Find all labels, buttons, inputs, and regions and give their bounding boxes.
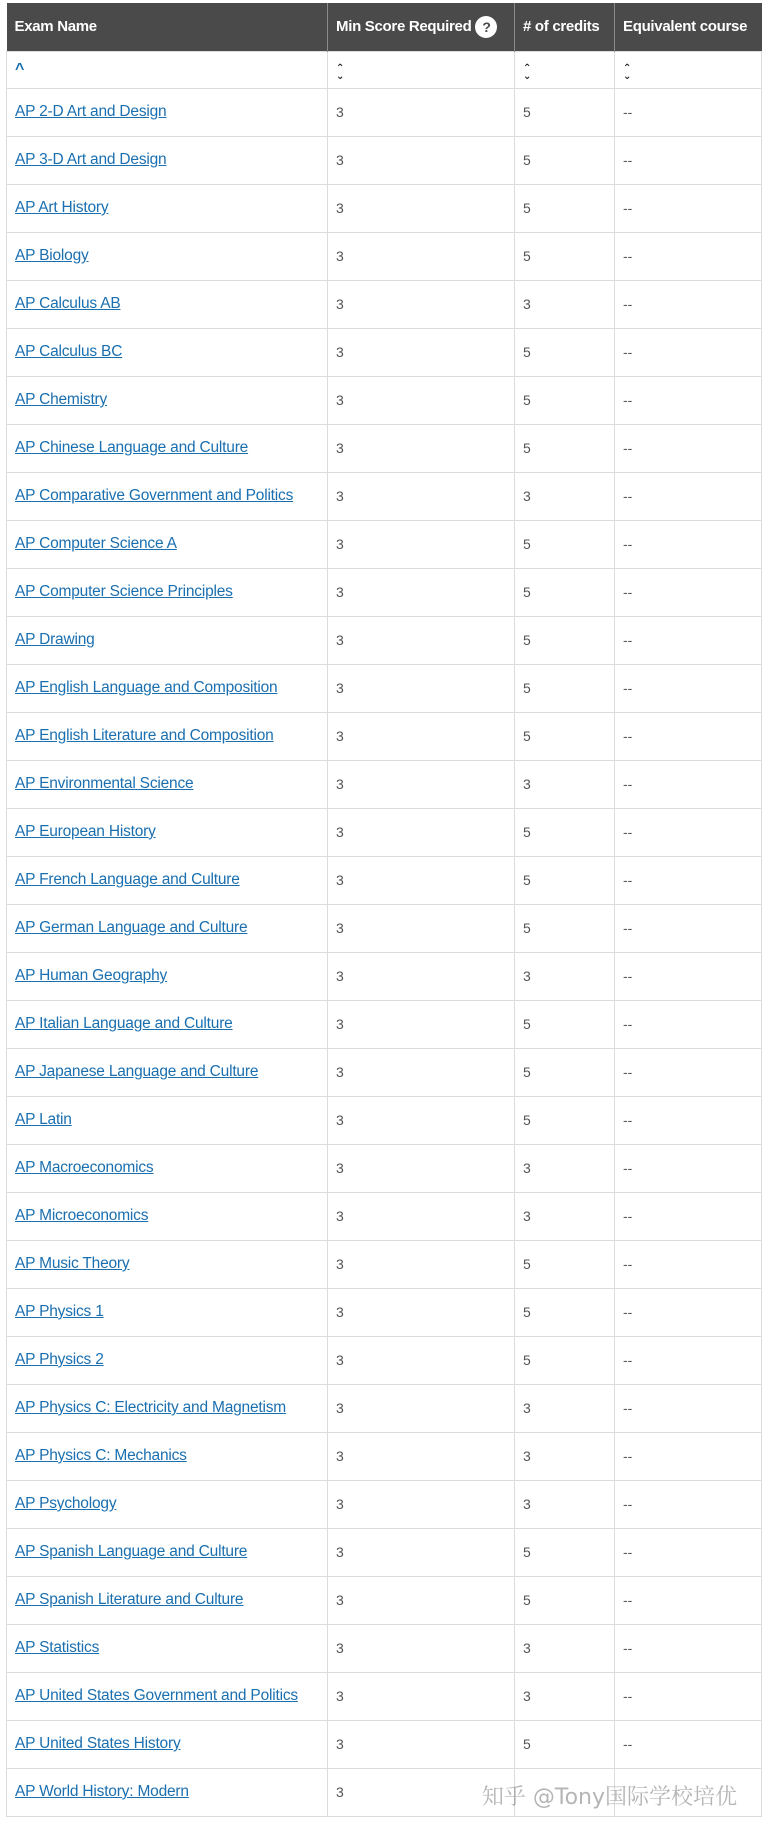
exam-name-link[interactable]: AP European History bbox=[15, 823, 156, 840]
equivalent-course-cell: -- bbox=[615, 1624, 762, 1672]
table-row bbox=[7, 616, 762, 664]
exam-name-cell bbox=[7, 904, 328, 952]
exam-name-link[interactable]: AP Calculus BC bbox=[15, 343, 123, 360]
credits-cell: 3 bbox=[515, 280, 615, 328]
exam-name-link[interactable]: AP Human Geography bbox=[15, 967, 168, 984]
table-row bbox=[7, 88, 762, 136]
exam-name-link[interactable]: AP 3-D Art and Design bbox=[15, 151, 167, 168]
table-row bbox=[7, 1720, 762, 1768]
exam-name-link[interactable]: AP Physics 2 bbox=[15, 1351, 104, 1368]
exam-name-cell bbox=[7, 136, 328, 184]
exam-name-link[interactable]: AP World History: Modern bbox=[15, 1783, 189, 1800]
min-score-cell: 3 bbox=[328, 616, 515, 664]
equivalent-course-cell: -- bbox=[615, 1576, 762, 1624]
min-score-cell: 3 bbox=[328, 904, 515, 952]
credits-cell: 5 bbox=[515, 136, 615, 184]
table-row bbox=[7, 712, 762, 760]
exam-name-cell bbox=[7, 1480, 328, 1528]
table-row bbox=[7, 1336, 762, 1384]
exam-name-link[interactable]: AP Japanese Language and Culture bbox=[15, 1063, 259, 1080]
credits-cell: 5 bbox=[515, 88, 615, 136]
exam-name-cell bbox=[7, 1624, 328, 1672]
header-credits[interactable] bbox=[515, 3, 615, 51]
credits-cell: 5 bbox=[515, 184, 615, 232]
exam-name-cell bbox=[7, 664, 328, 712]
credits-cell: 5 bbox=[515, 424, 615, 472]
credits-cell: 3 bbox=[515, 1384, 615, 1432]
exam-name-cell bbox=[7, 520, 328, 568]
min-score-cell: 3 bbox=[328, 1672, 515, 1720]
exam-name-link[interactable]: AP Drawing bbox=[15, 631, 95, 648]
equivalent-course-cell: -- bbox=[615, 712, 762, 760]
exam-name-cell bbox=[7, 1144, 328, 1192]
exam-name-cell bbox=[7, 1768, 328, 1816]
exam-name-link[interactable]: AP Italian Language and Culture bbox=[15, 1015, 233, 1032]
table-row bbox=[7, 1624, 762, 1672]
sort-ascending-icon[interactable]: ^ bbox=[15, 60, 25, 78]
equivalent-course-cell: -- bbox=[615, 232, 762, 280]
exam-name-link[interactable]: AP Biology bbox=[15, 247, 89, 264]
min-score-cell: 3 bbox=[328, 808, 515, 856]
exam-name-link[interactable]: AP Physics 1 bbox=[15, 1303, 104, 1320]
credits-cell: 5 bbox=[515, 1096, 615, 1144]
table-row bbox=[7, 1144, 762, 1192]
credits-cell: 5 bbox=[515, 1720, 615, 1768]
credits-cell: 5 bbox=[515, 376, 615, 424]
min-score-cell: 3 bbox=[328, 88, 515, 136]
header-exam-name-label: Exam Name bbox=[14, 18, 97, 36]
table-row bbox=[7, 328, 762, 376]
exam-name-cell bbox=[7, 1432, 328, 1480]
min-score-cell: 3 bbox=[328, 952, 515, 1000]
exam-name-cell bbox=[7, 88, 328, 136]
equivalent-course-cell: -- bbox=[615, 328, 762, 376]
table-row bbox=[7, 1432, 762, 1480]
exam-name-link[interactable]: AP United States History bbox=[15, 1735, 181, 1752]
exam-name-cell bbox=[7, 616, 328, 664]
exam-name-link[interactable]: AP Statistics bbox=[15, 1639, 100, 1656]
min-score-cell: 3 bbox=[328, 1720, 515, 1768]
exam-name-cell bbox=[7, 760, 328, 808]
table-header-row bbox=[7, 3, 762, 51]
table-row bbox=[7, 664, 762, 712]
equivalent-course-cell: -- bbox=[615, 1048, 762, 1096]
equivalent-course-cell: -- bbox=[615, 184, 762, 232]
header-min-score-label: Min Score Required bbox=[336, 17, 472, 35]
exam-name-link[interactable]: AP Music Theory bbox=[15, 1255, 130, 1272]
table-row bbox=[7, 520, 762, 568]
credits-cell: 5 bbox=[515, 1000, 615, 1048]
equivalent-course-cell: -- bbox=[615, 568, 762, 616]
exam-name-link[interactable]: AP Chinese Language and Culture bbox=[15, 439, 249, 456]
exam-name-link[interactable]: AP English Language and Composition bbox=[15, 679, 278, 696]
exam-name-cell bbox=[7, 1384, 328, 1432]
min-score-cell: 3 bbox=[328, 232, 515, 280]
equivalent-course-cell: -- bbox=[615, 1672, 762, 1720]
sort-updown-icon[interactable]: ⌃ ⌄ bbox=[623, 63, 632, 82]
exam-name-cell bbox=[7, 1672, 328, 1720]
exam-name-cell bbox=[7, 1096, 328, 1144]
credits-cell: 3 bbox=[515, 1432, 615, 1480]
credits-cell: 3 bbox=[515, 472, 615, 520]
exam-name-link[interactable]: AP English Literature and Composition bbox=[15, 727, 274, 744]
exam-name-link[interactable]: AP Spanish Language and Culture bbox=[15, 1543, 248, 1560]
equivalent-course-cell: -- bbox=[615, 376, 762, 424]
credits-cell: 5 bbox=[515, 616, 615, 664]
exam-name-cell bbox=[7, 856, 328, 904]
exam-name-cell bbox=[7, 328, 328, 376]
min-score-cell: 3 bbox=[328, 664, 515, 712]
credits-cell: 5 bbox=[515, 856, 615, 904]
min-score-cell: 3 bbox=[328, 568, 515, 616]
equivalent-course-cell: -- bbox=[615, 1720, 762, 1768]
equivalent-course-cell: -- bbox=[615, 1144, 762, 1192]
equivalent-course-cell: -- bbox=[615, 280, 762, 328]
min-score-cell: 3 bbox=[328, 856, 515, 904]
exam-name-cell bbox=[7, 1240, 328, 1288]
ap-credit-table bbox=[6, 3, 762, 1817]
equivalent-course-cell: -- bbox=[615, 1432, 762, 1480]
exam-name-cell bbox=[7, 232, 328, 280]
exam-name-link[interactable]: AP United States Government and Politics bbox=[15, 1687, 298, 1704]
table-row bbox=[7, 760, 762, 808]
min-score-cell: 3 bbox=[328, 1000, 515, 1048]
credits-cell: 5 bbox=[515, 712, 615, 760]
table-row bbox=[7, 1480, 762, 1528]
watermark-text: 知乎 @Tony国际学校培优 bbox=[481, 1785, 737, 1810]
sort-cell-equivalent bbox=[615, 51, 762, 88]
equivalent-course-cell: -- bbox=[615, 424, 762, 472]
exam-name-link[interactable]: AP Calculus AB bbox=[15, 295, 121, 312]
exam-name-cell bbox=[7, 712, 328, 760]
equivalent-course-cell: -- bbox=[615, 1384, 762, 1432]
exam-name-link[interactable]: AP French Language and Culture bbox=[15, 871, 240, 888]
equivalent-course-cell: -- bbox=[615, 760, 762, 808]
equivalent-course-cell: -- bbox=[615, 904, 762, 952]
table-row bbox=[7, 280, 762, 328]
exam-name-cell bbox=[7, 1336, 328, 1384]
min-score-cell: 3 bbox=[328, 136, 515, 184]
exam-name-link[interactable]: AP German Language and Culture bbox=[15, 919, 248, 936]
header-credits-label: # of credits bbox=[523, 18, 600, 36]
table-row bbox=[7, 472, 762, 520]
exam-name-link[interactable]: AP Macroeconomics bbox=[15, 1159, 154, 1176]
credits-cell: 5 bbox=[515, 808, 615, 856]
header-equivalent-label: Equivalent course bbox=[623, 18, 748, 36]
sort-updown-icon[interactable]: ⌃ ⌄ bbox=[523, 63, 532, 82]
exam-name-cell bbox=[7, 1000, 328, 1048]
exam-name-link[interactable]: AP Spanish Literature and Culture bbox=[15, 1591, 244, 1608]
table-row bbox=[7, 424, 762, 472]
credits-cell: 3 bbox=[515, 760, 615, 808]
credits-cell: 5 bbox=[515, 664, 615, 712]
credits-cell: 5 bbox=[515, 1240, 615, 1288]
exam-name-link[interactable]: AP Chemistry bbox=[15, 391, 108, 408]
credits-cell: 5 bbox=[515, 1048, 615, 1096]
equivalent-course-cell: -- bbox=[615, 1096, 762, 1144]
exam-name-cell bbox=[7, 424, 328, 472]
credits-cell: 3 bbox=[515, 1480, 615, 1528]
table-row bbox=[7, 1528, 762, 1576]
equivalent-course-cell: -- bbox=[615, 136, 762, 184]
table-row bbox=[7, 1384, 762, 1432]
exam-name-cell bbox=[7, 1192, 328, 1240]
credits-cell: 3 bbox=[515, 1672, 615, 1720]
credits-cell: 5 bbox=[515, 1528, 615, 1576]
table-row bbox=[7, 1096, 762, 1144]
table-row bbox=[7, 1672, 762, 1720]
table-row bbox=[7, 904, 762, 952]
table-row bbox=[7, 568, 762, 616]
min-score-cell: 3 bbox=[328, 424, 515, 472]
credits-cell: 3 bbox=[515, 952, 615, 1000]
exam-name-link[interactable]: AP Comparative Government and Politics bbox=[15, 487, 294, 504]
min-score-cell: 3 bbox=[328, 184, 515, 232]
equivalent-course-cell: -- bbox=[615, 616, 762, 664]
min-score-cell: 3 bbox=[328, 1384, 515, 1432]
min-score-cell: 3 bbox=[328, 1336, 515, 1384]
equivalent-course-cell: -- bbox=[615, 952, 762, 1000]
credits-cell: 5 bbox=[515, 904, 615, 952]
exam-name-link[interactable]: AP Microeconomics bbox=[15, 1207, 149, 1224]
min-score-cell: 3 bbox=[328, 520, 515, 568]
table-row bbox=[7, 136, 762, 184]
min-score-cell: 3 bbox=[328, 1768, 515, 1816]
exam-name-cell bbox=[7, 1576, 328, 1624]
exam-name-link[interactable]: AP Physics C: Electricity and Magnetism bbox=[15, 1399, 287, 1416]
min-score-cell: 3 bbox=[328, 472, 515, 520]
exam-name-link[interactable]: AP 2-D Art and Design bbox=[15, 103, 167, 120]
min-score-cell: 3 bbox=[328, 328, 515, 376]
equivalent-course-cell: -- bbox=[615, 1288, 762, 1336]
exam-name-cell bbox=[7, 1048, 328, 1096]
credits-cell: 3 bbox=[515, 1624, 615, 1672]
sort-cell-credits bbox=[515, 51, 615, 88]
table-row bbox=[7, 1288, 762, 1336]
credits-cell: 3 bbox=[515, 1144, 615, 1192]
header-min-score[interactable] bbox=[328, 3, 515, 51]
credits-cell: 5 bbox=[515, 1288, 615, 1336]
credits-cell: 5 bbox=[515, 1336, 615, 1384]
exam-name-link[interactable]: AP Psychology bbox=[15, 1495, 117, 1512]
credits-cell: 5 bbox=[515, 520, 615, 568]
min-score-cell: 3 bbox=[328, 1528, 515, 1576]
header-exam-name[interactable] bbox=[7, 3, 328, 51]
equivalent-course-cell: -- bbox=[615, 1336, 762, 1384]
credits-cell: 5 bbox=[515, 328, 615, 376]
table-row bbox=[7, 856, 762, 904]
table-row bbox=[7, 952, 762, 1000]
min-score-cell: 3 bbox=[328, 1576, 515, 1624]
equivalent-course-cell: -- bbox=[615, 808, 762, 856]
equivalent-course-cell: -- bbox=[615, 1192, 762, 1240]
min-score-cell: 3 bbox=[328, 1144, 515, 1192]
credits-cell: 5 bbox=[515, 1576, 615, 1624]
min-score-cell: 3 bbox=[328, 1480, 515, 1528]
min-score-cell: 3 bbox=[328, 1288, 515, 1336]
credits-cell: 5 bbox=[515, 232, 615, 280]
help-icon[interactable]: ? bbox=[475, 16, 497, 38]
exam-name-cell bbox=[7, 808, 328, 856]
exam-name-cell bbox=[7, 376, 328, 424]
exam-name-cell bbox=[7, 280, 328, 328]
sort-cell-exam-name bbox=[7, 51, 328, 88]
sort-cell-min-score bbox=[328, 51, 515, 88]
exam-name-cell bbox=[7, 184, 328, 232]
equivalent-course-cell: -- bbox=[615, 664, 762, 712]
min-score-cell: 3 bbox=[328, 1624, 515, 1672]
table-body bbox=[7, 88, 762, 1816]
table-row bbox=[7, 1192, 762, 1240]
table-row bbox=[7, 376, 762, 424]
table-row bbox=[7, 1000, 762, 1048]
header-equivalent-course[interactable] bbox=[615, 3, 762, 51]
credit-table-container bbox=[6, 3, 761, 1817]
equivalent-course-cell: -- bbox=[615, 1528, 762, 1576]
equivalent-course-cell: -- bbox=[615, 1480, 762, 1528]
min-score-cell: 3 bbox=[328, 1048, 515, 1096]
table-row bbox=[7, 1576, 762, 1624]
exam-name-cell bbox=[7, 952, 328, 1000]
equivalent-course-cell: -- bbox=[615, 1000, 762, 1048]
table-row bbox=[7, 1240, 762, 1288]
equivalent-course-cell: -- bbox=[615, 520, 762, 568]
min-score-cell: 3 bbox=[328, 376, 515, 424]
min-score-cell: 3 bbox=[328, 1192, 515, 1240]
table-row bbox=[7, 184, 762, 232]
min-score-cell: 3 bbox=[328, 712, 515, 760]
min-score-cell: 3 bbox=[328, 1096, 515, 1144]
min-score-cell: 3 bbox=[328, 1240, 515, 1288]
exam-name-link[interactable]: AP Computer Science A bbox=[15, 535, 177, 552]
exam-name-cell bbox=[7, 1720, 328, 1768]
exam-name-cell bbox=[7, 568, 328, 616]
min-score-cell: 3 bbox=[328, 760, 515, 808]
table-row bbox=[7, 808, 762, 856]
min-score-cell: 3 bbox=[328, 1432, 515, 1480]
equivalent-course-cell: -- bbox=[615, 472, 762, 520]
equivalent-course-cell: -- bbox=[615, 856, 762, 904]
exam-name-link[interactable]: AP Art History bbox=[15, 199, 109, 216]
sort-controls-row bbox=[7, 51, 762, 88]
exam-name-cell bbox=[7, 472, 328, 520]
credits-cell: 3 bbox=[515, 1192, 615, 1240]
min-score-cell: 3 bbox=[328, 280, 515, 328]
table-row bbox=[7, 1048, 762, 1096]
sort-updown-icon[interactable]: ⌃ ⌄ bbox=[336, 63, 345, 82]
exam-name-link[interactable]: AP Environmental Science bbox=[15, 775, 194, 792]
credits-cell: 5 bbox=[515, 568, 615, 616]
exam-name-link[interactable]: AP Latin bbox=[15, 1111, 72, 1128]
equivalent-course-cell: -- bbox=[615, 88, 762, 136]
exam-name-link[interactable]: AP Computer Science Principles bbox=[15, 583, 233, 600]
exam-name-link[interactable]: AP Physics C: Mechanics bbox=[15, 1447, 187, 1464]
equivalent-course-cell: -- bbox=[615, 1240, 762, 1288]
table-row bbox=[7, 232, 762, 280]
exam-name-cell bbox=[7, 1288, 328, 1336]
exam-name-cell bbox=[7, 1528, 328, 1576]
